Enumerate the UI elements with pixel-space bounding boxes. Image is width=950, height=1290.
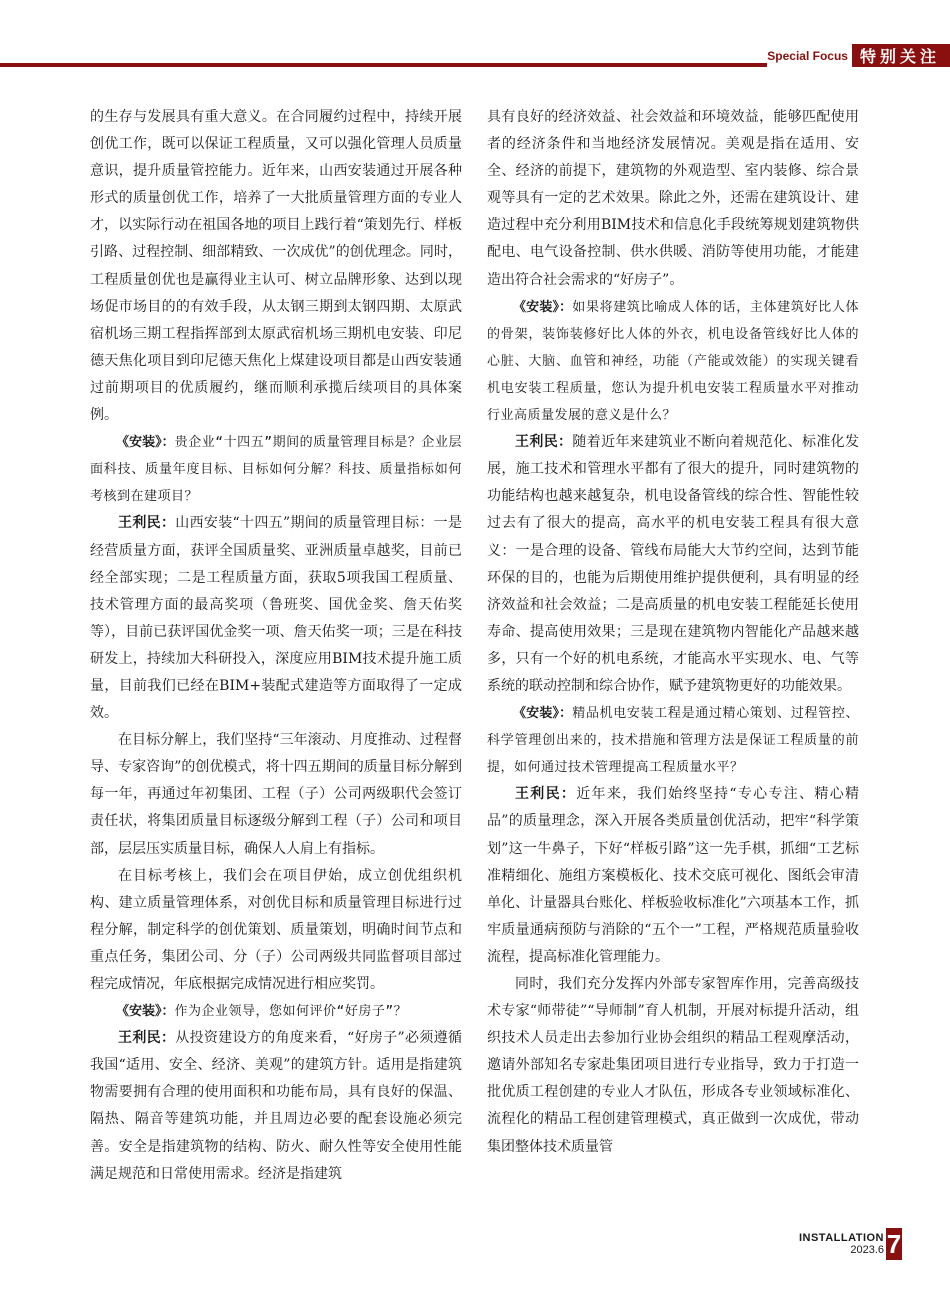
- answer-text: 从投资建设方的角度来看，“好房子”必须遵循我国“适用、安全、经济、美观”的建筑方针。适用是指建筑物需要拥有合理的使用面积和功能布局，具有良好的保温、隔热、隔音等建筑功能，并且周边必要的配套设施必须完善。安全是指建筑物的结构、防火、耐久性等安全使用性能满足规范和日常使用需求。经济是指建筑: [90, 1030, 462, 1182]
- section-title-en: Special Focus: [767, 44, 852, 67]
- question-label: 《安装》：: [513, 299, 573, 315]
- question-text: 如果将建筑比喻成人体的话，主体建筑好比人体的骨架，装饰装修好比人体的外衣，机电设备管线好比人体的心脏、大脑、血管和神经，功能（产能或效能）的实现关键看机电安装工程质量，您认为提升机电安装工程质量水平对推动行业高质量发展的意义是什么？: [487, 299, 859, 424]
- interview-answer: [90, 1025, 462, 1188]
- question-text: 精品机电安装工程是通过精心策划、过程管控、科学管理创出来的，技术措施和管理方法是保证工程质量的前提，如何通过技术管理提高工程质量水平？: [487, 706, 859, 776]
- paragraph: 在目标分解上，我们坚持“三年滚动、月度推动、过程督导、专家咨询”的创优模式，将十四五期间的质量目标分解到每一年，再通过年初集团、工程（子）公司两级职代会签订责任状，将集团质量目标逐级分解到工程（子）公司和项目部，层层压实质量目标，确保人人肩上有指标。: [90, 732, 462, 857]
- interview-answer: [487, 781, 859, 971]
- left-column: [90, 104, 462, 1188]
- question-label: 《安装》：: [513, 706, 573, 722]
- interview-question: [90, 998, 462, 1025]
- answer-text: 随着近年来建筑业不断向着规范化、标准化发展，施工技术和管理水平都有了很大的提升，同时建筑物的功能结构也越来越复杂，机电设备管线的综合性、智能性较过去有了很大的提高，高水平的机电安装工程具有很大意义：一是合理的设备、管线布局能大大节约空间，达到节能环保的目的，也能为后期使用维护提供便利，具有明显的经济效益和社会效益；二是高质量的机电安装工程能延长使用寿命、提高使用效果；三是现在建筑物内智能化产品越来越多，只有一个好的机电系统，才能高水平实现水、电、气等系统的联动控制和综合协作，赋予建筑物更好的功能效果。: [487, 434, 860, 694]
- question-label: 《安装》：: [116, 435, 175, 451]
- right-column: [487, 104, 859, 1161]
- question-text: 作为企业领导，您如何评价“好房子”？: [174, 1004, 408, 1020]
- paragraph: 具有良好的经济效益、社会效益和环境效益，能够匹配使用者的经济条件和当地经济发展情况。美观是指在适用、安全、经济的前提下，建筑物的外观造型、室内装修、综合景观等具有一定的艺术效果。除此之外，还需在建筑设计、建造过程中充分利用BIM技术和信息化手段统筹规划建筑物供配电、电气设备控制、供水供暖、消防等使用功能，才能建造出符合社会需求的“好房子”。: [487, 109, 859, 288]
- answer-speaker: 王利民：: [118, 515, 176, 532]
- interview-question: [487, 700, 859, 781]
- issue-date: 2023.6: [850, 1244, 884, 1256]
- interview-answer: [90, 510, 462, 727]
- answer-speaker: 王利民：: [515, 786, 577, 803]
- paragraph: 在目标考核上，我们会在项目伊始，成立创优组织机构、建立质量管理体系，对创优目标和质量管理目标进行过程分解，制定科学的创优策划、质量策划，明确时间节点和重点任务，集团公司、分（子）公司两级共同监督项目部过程完成情况，年底根据完成情况进行相应奖罚。: [90, 867, 462, 992]
- section-title-cn: 特别关注: [852, 44, 950, 67]
- page-footer: [799, 1232, 884, 1256]
- magazine-name: INSTALLATION: [798, 1232, 884, 1244]
- question-label: 《安装》：: [116, 1004, 175, 1020]
- interview-question: [487, 294, 859, 429]
- paragraph: 同时，我们充分发挥内外部专家智库作用，完善高级技术专家“师带徒”“导师制”育人机制，开展对标提升活动，组织技术人员走出去参加行业协会组织的精品工程观摩活动，邀请外部知名专家赴集团项目进行专业指导，致力于打造一批优质工程创建的专业人才队伍，形成各专业领域标准化、流程化的精品工程创建管理模式，真正做到一次成优，带动集团整体技术质量管: [487, 976, 859, 1155]
- paragraph: 的生存与发展具有重大意义。在合同履约过程中，持续开展创优工作，既可以保证工程质量，又可以强化管理人员质量意识，提升质量管控能力。近年来，山西安装通过开展各种形式的质量创优工作，培养了一大批质量管理方面的专业人才，以实际行动在祖国各地的项目上践行着“策划先行、样板引路、过程控制、细部精致、一次成优”的创优理念。同时，工程质量创优也是赢得业主认可、树立品牌形象、达到以现场促市场目的的有效手段，从太钢三期到太钢四期、太原武宿机场三期工程指挥部到太原武宿机场三期机电安装、印尼德天焦化项目到印尼德天焦化上煤建设项目都是山西安装通过前期项目的优质履约，继而顺利承揽后续项目的具体案例。: [90, 109, 462, 424]
- answer-speaker: 王利民：: [515, 434, 573, 451]
- interview-question: [90, 429, 462, 510]
- answer-text: 山西安装“十四五”期间的质量管理目标：一是经营质量方面，获评全国质量奖、亚洲质量卓越奖，目前已经全部实现；二是工程质量方面，获取5项我国工程质量、技术管理方面的最高奖项（鲁班奖、国优金奖、詹天佑奖等），目前已获评国优金奖一项、詹天佑奖一项；三是在科技研发上，持续加大科研投入，深度应用BIM技术提升施工质量，目前我们已经在BIM+装配式建造等方面取得了一定成效。: [90, 515, 462, 722]
- answer-speaker: 王利民：: [118, 1030, 176, 1047]
- page-number: 7: [886, 1229, 902, 1259]
- question-text: 贵企业“十四五”期间的质量管理目标是？企业层面科技、质量年度目标、目标如何分解？科技、质量指标如何考核到在建项目？: [90, 435, 462, 505]
- interview-answer: [487, 429, 859, 700]
- section-header: [767, 44, 950, 67]
- answer-text: 近年来，我们始终坚持“专心专注、精心精品”的质量理念，深入开展各类质量创优活动，把牢“科学策划”这一牛鼻子，下好“样板引路”这一先手棋，抓细“工艺标准精细化、施组方案模板化、技术交底可视化、图纸会审清单化、计量器具台账化、样板验收标准化”六项基本工作，抓牢质量通病预防与消除的“五个一”工程，严格规范质量验收流程，提高标准化管理能力。: [487, 786, 860, 965]
